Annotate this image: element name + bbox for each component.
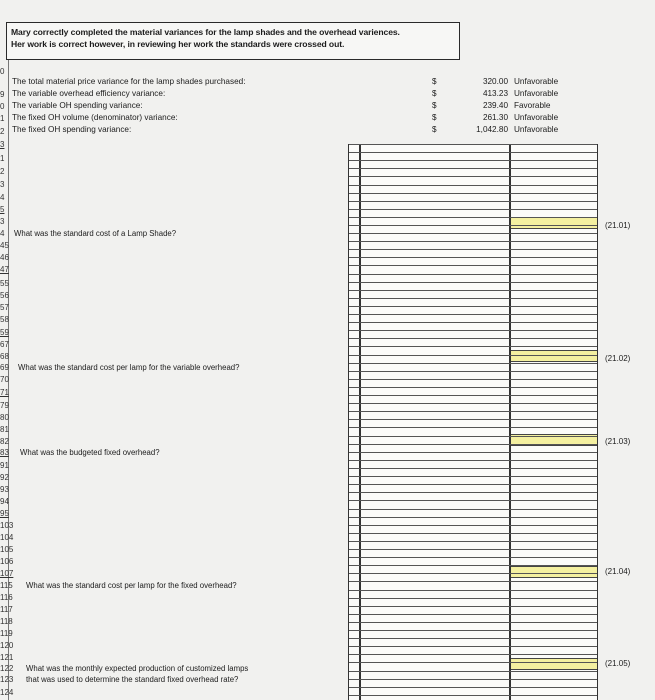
grid-row-line (349, 363, 597, 364)
variance-amount: 1,042.80 (476, 125, 508, 134)
grid-row-line (349, 444, 597, 445)
row-number: 56 (0, 291, 9, 300)
grid-row-line (349, 257, 597, 258)
grid-row-line (349, 573, 597, 574)
row-number: 4 (0, 193, 5, 202)
grid-row-line (349, 152, 597, 153)
grid-row-line (349, 160, 597, 161)
row-number: 91 (0, 461, 9, 470)
variance-label: The variable OH spending variance: (12, 101, 143, 110)
variance-status: Unfavorable (514, 89, 559, 98)
row-number: 3 (0, 217, 5, 226)
grid-row-line (349, 509, 597, 510)
row-number: 1 (0, 114, 5, 123)
row-number: 70 (0, 375, 9, 384)
question-variable-overhead-cost: What was the standard cost per lamp for the variable overhead? (18, 363, 240, 372)
grid-row-line (349, 695, 597, 696)
answer-cell-21-02[interactable] (511, 350, 597, 362)
grid-row-line (349, 371, 597, 372)
row-number: 115 (0, 581, 13, 590)
row-number: 117 (0, 605, 13, 614)
row-number: 67 (0, 340, 9, 349)
grid-row-line (349, 346, 597, 347)
row-number: 3 (0, 140, 5, 149)
row-number: 79 (0, 401, 9, 410)
row-number: 55 (0, 279, 9, 288)
row-number: 95 (0, 509, 9, 518)
row-number: 92 (0, 473, 9, 482)
grid-row-line (349, 581, 597, 582)
row-number: 0 (0, 67, 5, 76)
grid-row-line (349, 630, 597, 631)
grid-row-line (349, 217, 597, 218)
variance-label: The fixed OH volume (denominator) variance: (12, 113, 178, 122)
row-number: 120 (0, 641, 14, 650)
answer-cell-21-05[interactable] (511, 658, 597, 670)
grid-row-line (349, 298, 597, 299)
answer-cell-21-04[interactable] (511, 566, 597, 578)
dollar-sign: $ (432, 125, 437, 134)
grid-row-line (349, 322, 597, 323)
row-number: 116 (0, 593, 13, 602)
row-number: 81 (0, 425, 9, 434)
grid-row-line (349, 565, 597, 566)
row-number: 107 (0, 569, 14, 578)
variance-label: The variable overhead efficiency variance: (12, 89, 166, 98)
answer-grid (348, 144, 598, 700)
row-number: 119 (0, 629, 13, 638)
grid-row-line (349, 500, 597, 501)
question-fixed-overhead-cost: What was the standard cost per lamp for the fixed overhead? (26, 581, 237, 590)
grid-row-line (349, 476, 597, 477)
dollar-sign: $ (432, 89, 437, 98)
row-number: 94 (0, 497, 9, 506)
row-number: 118 (0, 617, 13, 626)
row-number: 2 (0, 167, 5, 176)
question-expected-production-line2: that was used to determine the standard fixed overhead rate? (26, 675, 239, 684)
variance-status: Unfavorable (514, 77, 559, 86)
grid-row-line (349, 306, 597, 307)
dollar-sign: $ (432, 113, 437, 122)
grid-row-line (349, 225, 597, 226)
grid-row-line (349, 387, 597, 388)
row-number: 9 (0, 90, 5, 99)
grid-row-line (349, 355, 597, 356)
question-expected-production-line1: What was the monthly expected production of customized lamps (26, 664, 249, 673)
grid-column-divider (359, 144, 361, 700)
grid-row-line (349, 265, 597, 266)
dollar-sign: $ (432, 77, 437, 86)
row-number: 45 (0, 241, 9, 250)
instructions-line-1: Mary correctly completed the material variances for the lamp shades and the overhead variences. (11, 27, 400, 37)
variance-label: The fixed OH spending variance: (12, 125, 132, 134)
answer-cell-21-01[interactable] (511, 217, 597, 229)
row-number: 103 (0, 521, 14, 530)
row-number: 3 (0, 180, 5, 189)
grid-row-line (349, 468, 597, 469)
variance-status: Favorable (514, 101, 551, 110)
grid-row-line (349, 517, 597, 518)
grid-row-line (349, 614, 597, 615)
grid-row-line (349, 671, 597, 672)
grid-row-line (349, 249, 597, 250)
grid-row-line (349, 395, 597, 396)
row-number: 58 (0, 315, 9, 324)
grid-row-line (349, 411, 597, 412)
row-number: 46 (0, 253, 9, 262)
variance-amount: 261.30 (482, 113, 508, 122)
reference-code: (21.03) (605, 437, 631, 446)
grid-row-line (349, 590, 597, 591)
grid-row-line (349, 492, 597, 493)
instructions-box (6, 22, 460, 60)
reference-code: (21.01) (605, 221, 631, 230)
grid-row-line (349, 533, 597, 534)
grid-row-line (349, 338, 597, 339)
row-number: 71 (0, 388, 9, 397)
grid-row-line (349, 452, 597, 453)
grid-row-line (349, 662, 597, 663)
grid-row-line (349, 598, 597, 599)
row-number: 59 (0, 328, 9, 337)
row-number: 104 (0, 533, 14, 542)
grid-row-line (349, 330, 597, 331)
reference-code: (21.02) (605, 354, 631, 363)
grid-row-line (349, 185, 597, 186)
grid-row-line (349, 144, 597, 145)
row-number: 80 (0, 413, 9, 422)
row-number: 57 (0, 303, 9, 312)
variance-amount: 320.00 (482, 77, 508, 86)
row-number: 4 (0, 229, 5, 238)
row-number: 5 (0, 205, 5, 214)
reference-code: (21.04) (605, 567, 631, 576)
grid-row-line (349, 282, 597, 283)
grid-row-line (349, 622, 597, 623)
variance-label: The total material price variance for the lamp shades purchased: (12, 77, 246, 86)
row-number: 82 (0, 437, 9, 446)
instructions-line-2: Her work is correct however, in reviewing her work the standards were crossed out. (11, 39, 345, 49)
row-number: 1 (0, 154, 5, 163)
grid-row-line (349, 290, 597, 291)
grid-row-line (349, 436, 597, 437)
grid-row-line (349, 638, 597, 639)
grid-row-line (349, 549, 597, 550)
grid-row-line (349, 460, 597, 461)
grid-row-line (349, 679, 597, 680)
grid-row-line (349, 233, 597, 234)
grid-row-line (349, 314, 597, 315)
grid-row-line (349, 484, 597, 485)
grid-row-line (349, 201, 597, 202)
grid-row-line (349, 193, 597, 194)
row-number: 83 (0, 448, 9, 457)
row-number: 121 (0, 653, 14, 662)
grid-row-line (349, 419, 597, 420)
row-number: 123 (0, 675, 14, 684)
row-number: 69 (0, 363, 9, 372)
grid-row-line (349, 209, 597, 210)
row-number: 2 (0, 127, 5, 136)
variance-status: Unfavorable (514, 113, 559, 122)
grid-row-line (349, 403, 597, 404)
grid-row-line (349, 176, 597, 177)
variance-status: Unfavorable (514, 125, 559, 134)
row-number: 47 (0, 265, 9, 274)
grid-row-line (349, 274, 597, 275)
row-number: 68 (0, 352, 9, 361)
row-number: 105 (0, 545, 14, 554)
grid-row-line (349, 606, 597, 607)
grid-row-line (349, 541, 597, 542)
question-budgeted-fixed-overhead: What was the budgeted fixed overhead? (20, 448, 160, 457)
grid-row-line (349, 654, 597, 655)
grid-row-line (349, 427, 597, 428)
row-number: 122 (0, 664, 14, 673)
row-number: 0 (0, 102, 5, 111)
grid-row-line (349, 646, 597, 647)
row-number: 106 (0, 557, 14, 566)
variance-amount: 413.23 (482, 89, 508, 98)
grid-row-line (349, 687, 597, 688)
dollar-sign: $ (432, 101, 437, 110)
grid-row-line (349, 168, 597, 169)
row-number: 124 (0, 688, 14, 697)
grid-row-line (349, 525, 597, 526)
variance-amount: 239.40 (482, 101, 508, 110)
grid-row-line (349, 557, 597, 558)
reference-code: (21.05) (605, 659, 631, 668)
question-standard-cost-lamp-shade: What was the standard cost of a Lamp Shade? (14, 229, 177, 238)
row-number: 93 (0, 485, 9, 494)
grid-row-line (349, 241, 597, 242)
grid-row-line (349, 379, 597, 380)
